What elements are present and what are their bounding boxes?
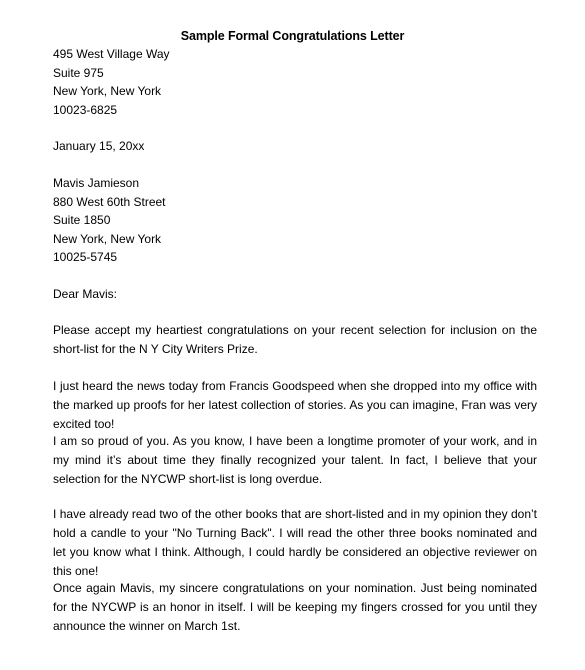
recipient-address-line: Mavis Jamieson [53,176,140,190]
sender-address-line: 495 West Village Way [53,47,170,61]
letter-title: Sample Formal Congratulations Letter [180,29,405,43]
sender-address-line: 10023-6825 [53,102,118,117]
recipient-address-line: New York, New York [53,231,162,246]
sender-address [53,45,537,119]
body-paragraph: I am so proud of you. As you know, I have been a longtime promoter of your work, and in my mind it’s about time they finally recognized your talent. In fact, I believe that your selection for the NYCWP short-list is long overdue. [53,434,537,486]
sender-address-line: New York, New York [53,84,162,99]
salutation: Dear Mavis: [53,287,118,301]
recipient-address [53,174,537,267]
body-paragraph: Please accept my heartiest congratulations on your recent selection for inclusion on the short-list for the N Y City Writers Prize. [53,323,537,356]
recipient-address-line: 10025-5745 [53,250,118,265]
body-paragraph: I have already read two of the other books that are short-listed and in my opinion they don’t hold a candle to your "No Turning Back". I will read the other three books nominated and let you know what I think. Although, I could hardly be considered an objective reviewer on this one! [53,507,537,578]
recipient-address-line: 880 West 60th Street [53,194,166,209]
body-paragraph: Once again Mavis, my sincere congratulations on your nomination. Just being nominated for the NYCWP is an honor in itself. I will be keeping my fingers crossed for you until they announce the winner on March 1st. [53,581,537,633]
body-paragraph: I just heard the news today from Francis Goodspeed when she dropped into my office with the marked up proofs for her latest collection of stories. As you can imagine, Fran was very excited too! [53,379,537,431]
letter-date: January 15, 20xx [53,139,145,153]
letter-date-block [53,137,537,156]
sender-address-line: Suite 975 [53,65,104,80]
salutation-block [53,285,537,304]
recipient-address-line: Suite 1850 [53,213,111,228]
